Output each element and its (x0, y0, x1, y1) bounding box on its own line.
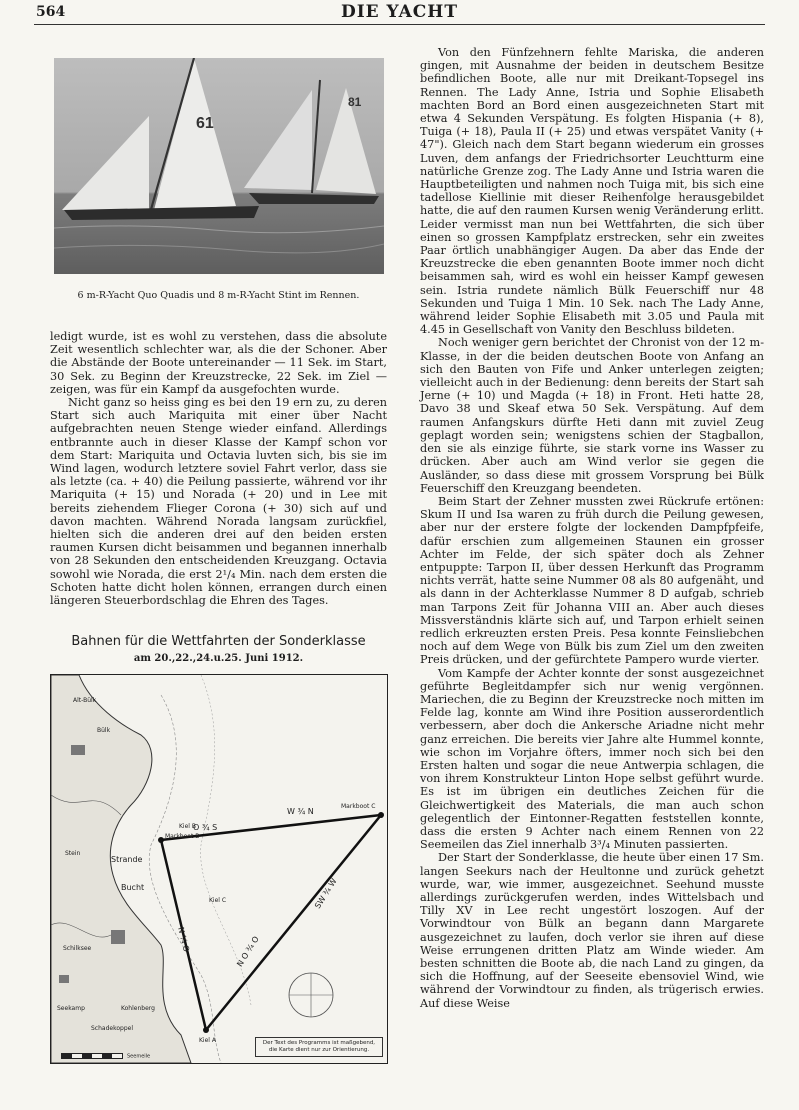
running-title: DIE YACHT (340, 2, 459, 22)
right-paragraph-5: Der Start der Sonderklasse, die heute über einen 17 Sm. langen Seekurs nach der Heultonne und zurück gehetzt wurde, war, wie immer, ausgezeichnet. Seehund musste allerdings zurückgerufen werden, indes Wittelsbach und Tilly XV in Lee recht ungestört loszogen. Auf der Vorwindtour von Bülk an begann dann Margarete ausgezeichnet zu laufen, doch verlor sie ihren auf diese Weise errungenen dritten Platz am Winde wieder. Am besten schnitten die Boote ab, die nach Land zu gingen, da sich die Hoffnung, auf der Seeseite ebensoviel Wind, wie während der Vorwindtour zu finden, als trügerisch erwies. Auf diese Weise (420, 851, 764, 1010)
map-label-markboot-b: Markboot B (165, 833, 200, 840)
map-scale-bar: Seemeile (61, 1053, 150, 1060)
map-label-alt-bulk: Alt-Bülk (73, 697, 97, 704)
race-course-map (50, 674, 388, 1064)
map-label-leg-bottom: N O ¾ O (235, 934, 261, 969)
right-paragraph-3: Beim Start der Zehner mussten zwei Rückrufe ertönen: Skum II und Isa waren zu früh durch die Peilung gewesen, aber nur der erstere folgte der lockenden Dampfpfeife, dafür erschien zum allgemeinen Staunen ein grosser Achter im Felde, der sich später doch als Zehner entpuppte: Tarpon II, über dessen Herkunft das Programm nichts verrät, hatte seine Nummer 08 als 80 aufgenäht, und als dann in der Achterklasse Nummer 8 D aufgab, schrieb man Tarpons Zeit für Johanna VIII an. Aber auch dieses Missverständnis klärte sich auf, und Tarpon erhielt seinen redlich erkreuzten ersten Preis. Pesa konnte Feinsliebchen noch auf dem Wege von Bülk bis zum Ziel um den zweiten Preis drücken, und der gefürchtete Pampero wurde vierter. (420, 494, 764, 667)
map-label-kiel-a: Kiel A (199, 1037, 216, 1044)
map-label-stein: Stein (65, 850, 81, 857)
left-column (50, 330, 387, 607)
map-label-kiel-c: Kiel C (209, 897, 227, 904)
map-label-kohlenberg: Kohlenberg (121, 1005, 155, 1012)
page-number: 564 (36, 4, 66, 20)
sail-number-61: 61 (196, 115, 214, 132)
map-label-seekamp: Seekamp (57, 1005, 85, 1012)
map-title: Bahnen für die Wettfahrten der Sonderklasse (71, 634, 366, 649)
map-label-leg-right: SW ¾ W (313, 876, 339, 911)
map-label-markboot-c: Markboot C (341, 803, 376, 810)
map-subtitle: am 20.,22.,24.u.25. Juni 1912. (133, 653, 304, 664)
yacht-photo (54, 58, 384, 274)
left-paragraph-1: ledigt wurde, ist es wohl zu verstehen, dass die absolute Zeit wesentlich schlechter war, als die der Schoner. Aber die Abstände der Boote untereinander — 11 Sek. im Start, 30 Sek. zu Beginn der Kreuzstrecke, 22 Sek. im Ziel — zeigen, was für ein Kampf da ausgefochten wurde. (50, 330, 387, 396)
header-rule (34, 24, 765, 25)
map-label-leg-b: O ¾ S (193, 823, 218, 832)
map-label-bucht: Bucht (121, 883, 145, 892)
map-label-leg-left: N ¼ O (176, 926, 191, 953)
map-label-strande: Strande (111, 855, 143, 864)
right-paragraph-2: Noch weniger gern berichtet der Chronist von der 12 m-Klasse, in der die beiden deutschen Boote von Anfang an sich den Bauten von Fife und Anker unterlegen zeigten; vielleicht auch in der Bedienung: denn bereits der Start sah Jerne (+ 10) und Magda (+ 18) in Front. Heti hatte 28, Davo 38 und Skeaf etwa 50 Sek. Verspätung. Auf dem raumen Anfangskurs dürfte Heti dann mit zuviel Zeug geplagt worden sein; wenigstens schien der Stagballon, den sie als einzige führte, sie stark vorne ins Wasser zu drücken. Aber auch am Wind verlor sie gegen die Ausländer, so dass diese mit grossem Vorsprung bei Bülk Feuerschiff den Kreuzgang beendeten. (420, 336, 764, 495)
right-paragraph-1: Von den Fünfzehnern fehlte Mariska, die anderen gingen, mit Ausnahme der beiden in deutschem Besitze befindlichen Boote, alle nur mit Dreikant-Topsegel ins Rennen. The Lady Anne, Istria und Sophie Elisabeth machten Bord an Bord einen ausgezeichneten Start mit etwa 4 Sekunden Verspätung. Es folgten Hispania (+ 8), Tuiga (+ 18), Paula II (+ 25) und etwas verspätet Vanity (+ 47"). Gleich nach dem Start begann wiederum ein grosses Luven, dem anfangs der Friedrichsorter Leuchtturm eine natürliche Grenze zog. The Lady Anne und Istria waren die Hauptbeteiligten und nahmen noch Tuiga mit, bis sich eine tadellose Kiellinie mit dieser Reihenfolge herausgebildet hatte, die auf den raumen Kursen wenig Veränderung erlitt. Leider vermisst man nun bei Wettfahrten, die sich über einen so grossen Kampfplatz erstrecken, sehr ein zweites Paar örtlich unabhängiger Augen. Da aber das Ende der Kreuzstrecke die eben genannten Boote immer noch dicht beisammen sah, wird es wohl ein heisser Kampf gewesen sein. Istria rundete nämlich Bülk Feuerschiff nur 48 Sekunden und Tuiga 1 Min. 10 Sek. nach The Lady Anne, während leider Sophie Elisabeth mit 3.05 und Paula mit 4.45 in Gesellschaft von Vanity den Beschluss bildeten. (420, 46, 764, 337)
map-label-kiel-b: Kiel B (179, 823, 196, 830)
right-column (420, 46, 764, 1010)
sail-number-81: 81 (348, 95, 362, 109)
map-note: Der Text des Programms ist maßgebend, die Karte dient nur zur Orientierung. (255, 1037, 383, 1057)
right-paragraph-4: Vom Kampfe der Achter konnte der sonst ausgezeichnet geführte Begleitdampfer sich nur wenig vergönnen. Mariechen, die zu Beginn der Kreuzstrecke noch mitten im Felde lag, konnte am Wind ihre Position ausserordentlich verbessern, aber doch die Ankersche Ariadne nicht mehr ganz erreichen. Die bereits vier Jahre alte Hummel konnte, wie schon im Vorjahre öfters, immer noch sich bei den Ersten halten und sogar die neue Antwerpia schlagen, die von ihrem Konstrukteur Linton Hope selbst geführt wurde. Es ist im übrigen ein deutliches Zeichen für die Gleichwertigkeit des Materials, die man auch schon gelegentlich der Eintonner-Regatten feststellen konnte, dass die ersten 9 Achter nach einem Rennen von 22 Seemeilen das Ziel innerhalb 3³/₄ Minuten passierten. (420, 666, 764, 852)
map-label-leg-top: W ¾ N (287, 807, 314, 816)
map-label-schadekoppel: Schadekoppel (91, 1025, 133, 1032)
map-label-bulk: Bülk (97, 727, 111, 734)
left-paragraph-2: Nicht ganz so heiss ging es bei den 19 ern zu, zu deren Start sich auch Mariquita mit einer über Nacht aufgebrachten neuen Stenge wieder einfand. Allerdings entbrannte auch in dieser Klasse der Kampf schon vor dem Start: Mariquita und Octavia luvten sich, bis sie im Wind lagen, wodurch letztere soviel Fahrt verlor, dass sie als letzte (ca. + 40) die Peilung passierte, während vor ihr Mariquita (+ 15) und Norada (+ 20) und in Lee mit bereits ziehendem Flieger Corona (+ 30) sich auf und davon machten. Während Norada langsam zurückfiel, hielten sich die anderen drei auf den beiden ersten raumen Kursen dicht beisammen und begannen innerhalb von 28 Sekunden den entscheidenden Kreuzgang. Octavia sowohl wie Norada, die erst 2¹/₄ Min. nach dem ersten die Schoten hatte dicht holen können, errangen durch einen längeren Steuerbordschlag die Ehren des Tages. (50, 396, 387, 608)
map-label-schilksee: Schilksee (63, 945, 92, 952)
photo-caption: 6 m-R-Yacht Quo Quadis und 8 m-R-Yacht Stint im Rennen. (77, 290, 360, 301)
